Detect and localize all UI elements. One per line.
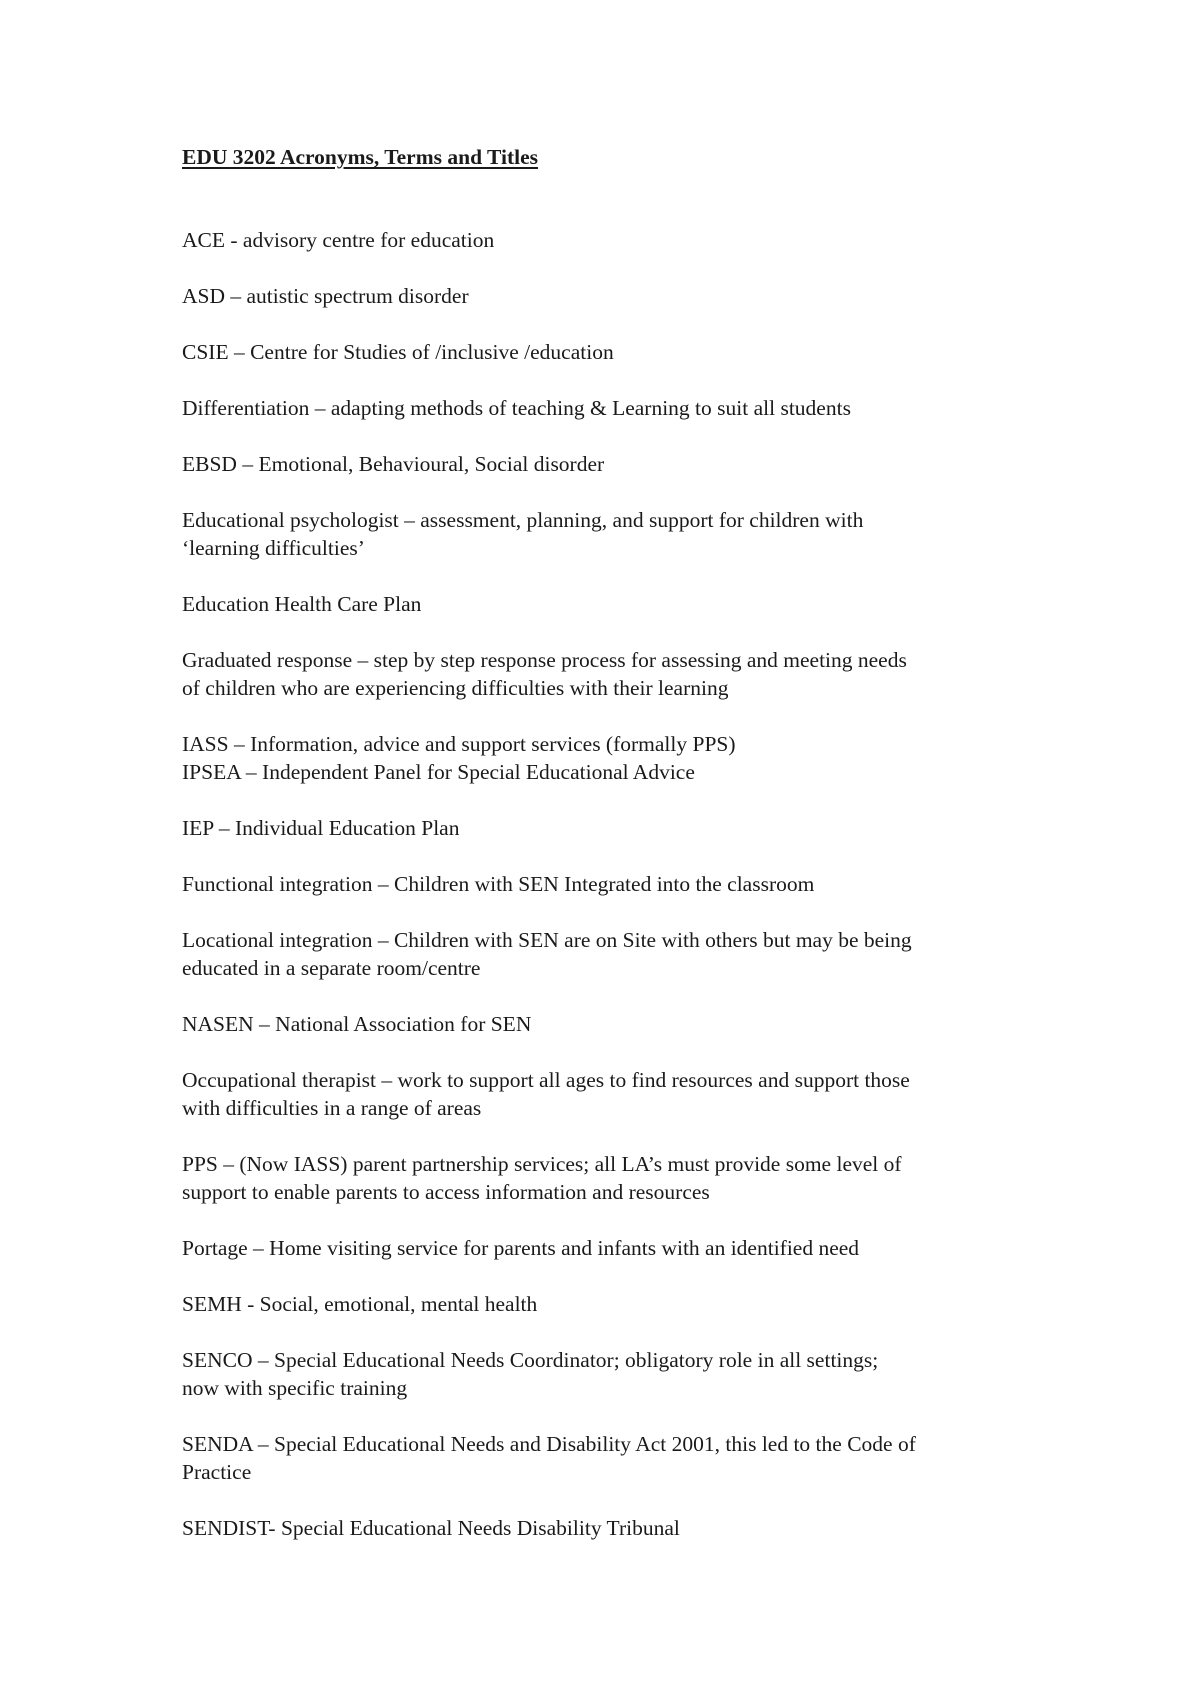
- glossary-entry-ace: ACE - advisory centre for education: [182, 228, 495, 252]
- document-body: [182, 143, 1062, 1570]
- glossary-entry-graduated-response: Graduated response – step by step response process for assessing and meeting needs of children who are experiencing difficulties with their learning: [182, 648, 907, 700]
- glossary-entry-portage: Portage – Home visiting service for parents and infants with an identified need: [182, 1236, 860, 1260]
- glossary-entry-senda: SENDA – Special Educational Needs and Disability Act 2001, this led to the Code of Practice: [182, 1432, 916, 1484]
- glossary-entry-asd: ASD – autistic spectrum disorder: [182, 284, 469, 308]
- glossary-entry-nasen: NASEN – National Association for SEN: [182, 1012, 532, 1036]
- glossary-entry-iass: IASS – Information, advice and support services (formally PPS): [182, 732, 736, 756]
- glossary-list: [182, 226, 1062, 1542]
- glossary-entry-functional-integration: Functional integration – Children with SEN Integrated into the classroom: [182, 872, 815, 896]
- glossary-entry-differentiation: Differentiation – adapting methods of teaching & Learning to suit all students: [182, 396, 851, 420]
- glossary-entry-csie: CSIE – Centre for Studies of /inclusive /education: [182, 340, 614, 364]
- glossary-entry-senco: SENCO – Special Educational Needs Coordinator; obligatory role in all settings; now with specific training: [182, 1348, 879, 1400]
- glossary-entry-education-health-care-plan: Education Health Care Plan: [182, 592, 422, 616]
- glossary-entry-ipsea: IPSEA – Independent Panel for Special Educational Advice: [182, 760, 695, 784]
- glossary-entry-ebsd: EBSD – Emotional, Behavioural, Social disorder: [182, 452, 605, 476]
- glossary-entry-occupational-therapist: Occupational therapist – work to support all ages to find resources and support those with difficulties in a range of areas: [182, 1068, 910, 1120]
- glossary-entry-sendist: SENDIST- Special Educational Needs Disability Tribunal: [182, 1516, 680, 1540]
- glossary-entry-semh: SEMH - Social, emotional, mental health: [182, 1292, 538, 1316]
- glossary-entry-iep: IEP – Individual Education Plan: [182, 816, 460, 840]
- glossary-entry-locational-integration: Locational integration – Children with SEN are on Site with others but may be being educated in a separate room/centre: [182, 928, 912, 980]
- glossary-entry-educational-psychologist: Educational psychologist – assessment, planning, and support for children with ‘learning difficulties’: [182, 508, 864, 560]
- document-title: EDU 3202 Acronyms, Terms and Titles: [182, 145, 538, 169]
- glossary-entry-pps: PPS – (Now IASS) parent partnership services; all LA’s must provide some level of support to enable parents to access information and resources: [182, 1152, 902, 1204]
